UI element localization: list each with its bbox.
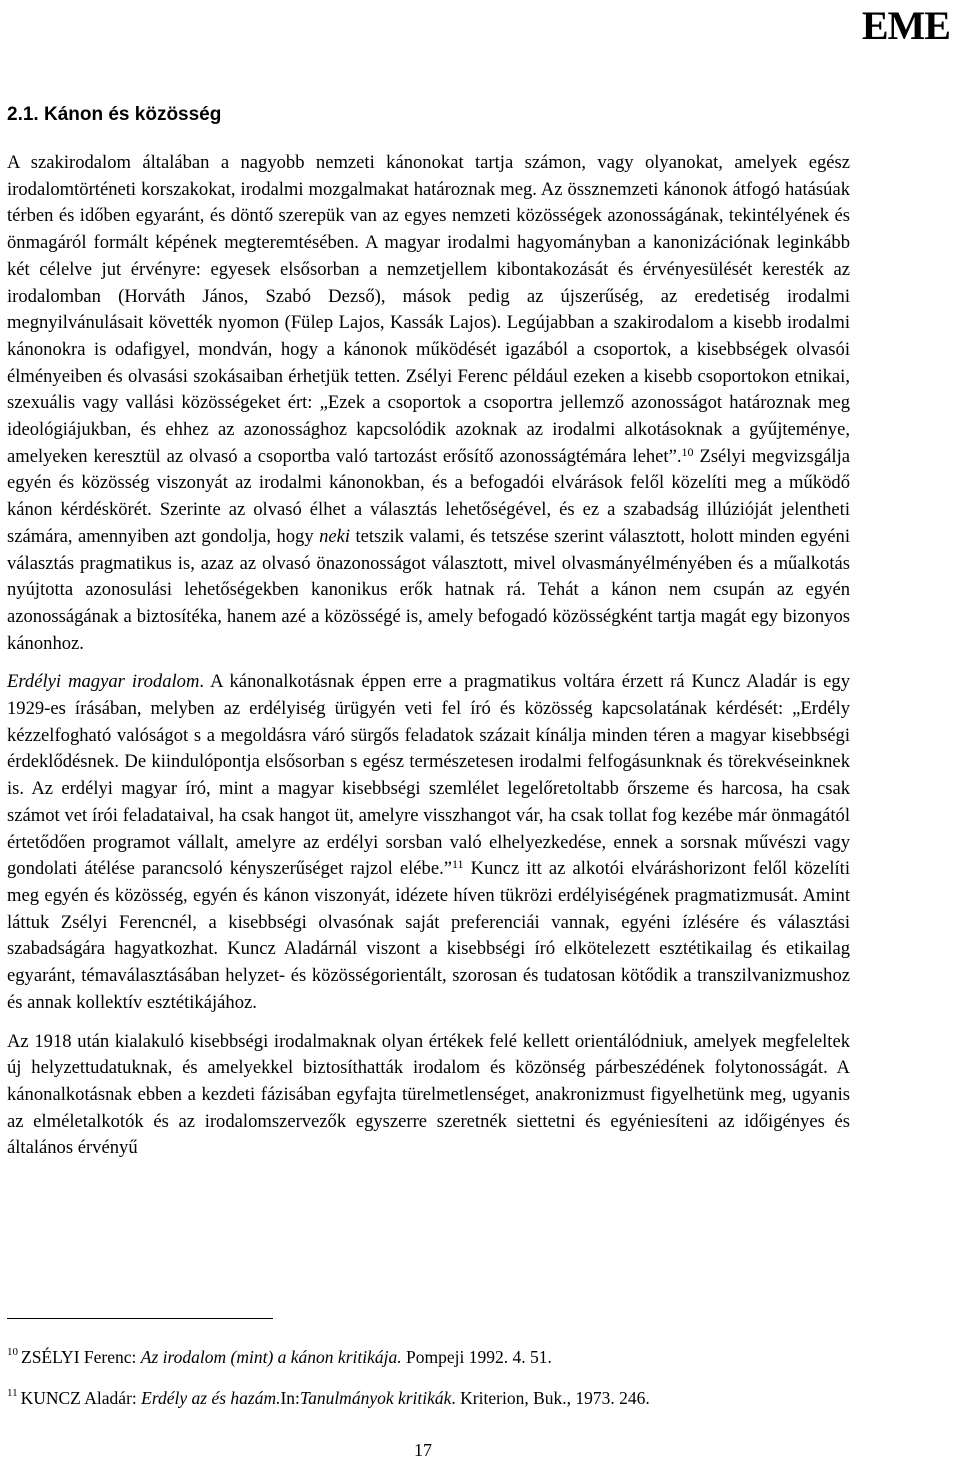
paragraph-1-part-b: Zsélyi megvizsgálja egyén és közösség viszonyát az irodalmi kánonokban, és a befogadói elvárások felől közelíti meg a működő kánon kérdéskörét. Szerinte az olvasó élhet a választás lehetőségével, és ez a szabadság illúzióját jelentheti számára, amennyiben azt gondolja, hogy [7,445,850,547]
paragraph-1 [7,150,850,657]
page-number: 17 [414,1440,432,1460]
footnote-number: 10 [7,1346,18,1358]
paragraph-1-part-a: A szakirodalom általában a nagyobb nemzeti kánonokat tartja számon, vagy olyanokat, amelyek egész irodalomtörténeti korszakokat, irodalmi mozgalmakat határoznak meg. Az össznemzeti kánonok átfogó hatásúak térben és időben egyaránt, és döntő szerepük van az egyes nemzeti közösségek azonosságának, tekintélyének és önmagáról formált képének megteremtésében. A magyar irodalmi hagyományban a kanonizációnak leginkább két célelve jut érvényre: egyesek elsősorban a nemzetjellem kibontakozását és érvényesülését keresték az irodalomban (Horváth János, Szabó Dezső), mások pedig az újszerűség, az eredetiség irodalmi megnyilvánulásait követték nyomon (Fülep Lajos, Kassák Lajos). Legújabban a szakirodalom a kisebb irodalmi kánonokra is odafigyel, mondván, hogy a kánonok működését igazából a csoportok, a kisebbségek olvasói élményeiben és olvasási szokásaiban érhetjük tetten. Zsélyi Ferenc például ezeken a kisebb csoportokon etnikai, szexuális vagy vallási közösségeket ért: „Ezek a csoportok a csoportra jellemző azonosságot határoznak meg ideológiájukban, és ehhez az azonossághoz kapcsolódik azoknak az irodalmi alkotásoknak a gyűjteménye, amelyeken keresztül az olvasó a csoportba való tartozást erősítő azonosságtémára lehet”. [7,152,850,467]
footnote-title: Erdély az és hazám. [141,1388,281,1408]
paragraph-2-part-a: . A kánonalkotásnak éppen erre a pragmatikus voltára érzett rá Kuncz Aladár is egy 1929-es írásában, melyben az erdélyiség ürügyén veti fel író és közösség kapcsolatának kérdését: „Erdély kézzelfogható valóságot s a megoldásra váró sürgős feladatok százait kínálja minden téren a magyar kisebbségi érdeklődésnek. De kiindulópontja elsősorban s egész természetesen irodalmi felfogásunknak és törekvéseinknek is. Az erdélyi magyar író, mint a magyar kisebbségi szemlélet legelőretoltabb őrszeme és harcosa, ha csak számot vet írói feladataival, ha csak hangot üt, amelyre visszhangot vár, ha csak tollat fog kezébe már önmagától értetődően programot vállalt, amelyre az erdélyi sorsban való elhelyezkedése, ennek a sorsnak művészi vagy gondolati átélése parancsoló kényszerűséget rajzol elébe.” [7,671,850,880]
footnote-source: . Kriterion, Buk., 1973. 246. [451,1388,650,1408]
footnote-title-2: Tanulmányok kritikák [299,1388,452,1408]
footnote-title: Az irodalom (mint) a kánon kritikája. [140,1347,402,1367]
footnote-separator [7,1318,273,1319]
paragraph-3: Az 1918 után kialakuló kisebbségi irodalmaknak olyan értékek felé kellett orientálódniuk, amelyek megfeleltek új helyzettudatuknak, és amelyekkel biztosíthatták irodalom és közönség párbeszédének folytonosságát. A kánonalkotásnak ebben a kezdeti fázisában egyfajta türelmetlenséget, anakronizmust figyelhetünk meg, ugyanis az elméletalkotók és az irodalomszervezők egyszerre szeretnék siettetni és egyéniesíteni az időigényes és általános érvényű [7,1030,850,1159]
footnote-ref-11[interactable]: 11 [451,857,464,872]
paragraph-1-emphasis: neki [319,525,351,547]
footnote-in: In: [280,1388,300,1408]
section-heading: 2.1. Kánon és közösség [7,104,222,125]
paragraph-2-part-b: Kuncz itt az alkotói elváráshorizont felől közelíti meg egyén és közösség, egyén és kánon viszonyát, idézete híven tükrözi erdélyiségének pragmatizmusát. Amint láttuk Zsélyi Ferencnél, a kisebbségi olvasónak saját preferenciái vannak, egyéni ízlésére és választási szabadságára hagyatkozhat. Kuncz Aladárnál viszont a kisebbségi író elkötelezett esztétikailag és etikailag egyaránt, témaválasztásában helyzet- és közösségorientált, szorosan és tudatosan kötődik a transzilvanizmushoz és annak kollektív esztétikájához. [7,858,850,1013]
body-text [7,150,850,1162]
footnotes [7,1334,907,1416]
paragraph-2 [7,669,850,1016]
paragraph-2-lead: Erdélyi magyar irodalom [7,671,200,693]
footnote-author: KUNCZ Aladár: [20,1388,142,1408]
footnote-11 [7,1375,907,1416]
footnote-number: 11 [7,1387,18,1399]
eme-logo: EME [861,3,950,48]
paragraph-1-part-c: tetszik valami, és tetszése szerint választott, holott minden egyéni választás pragmatikus is, azaz az olvasó önazonosságot választott, mivel olvasmányélményében és a műalkotás nyújtotta azonosulási lehetőségekben kanonikus erők hatnak rá. Tehát a kánon nem csupán az egyén azonosságának a biztosítéka, hanem azé a közösségé is, amely befogadó közösségként tartja magát egy bizonyos kánonhoz. [7,525,850,654]
footnote-author: ZSÉLYI Ferenc: [21,1347,141,1367]
footnote-ref-10[interactable]: 10 [681,444,694,459]
footnote-10 [7,1334,907,1375]
footnote-source: Pompeji 1992. 4. 51. [401,1347,552,1367]
